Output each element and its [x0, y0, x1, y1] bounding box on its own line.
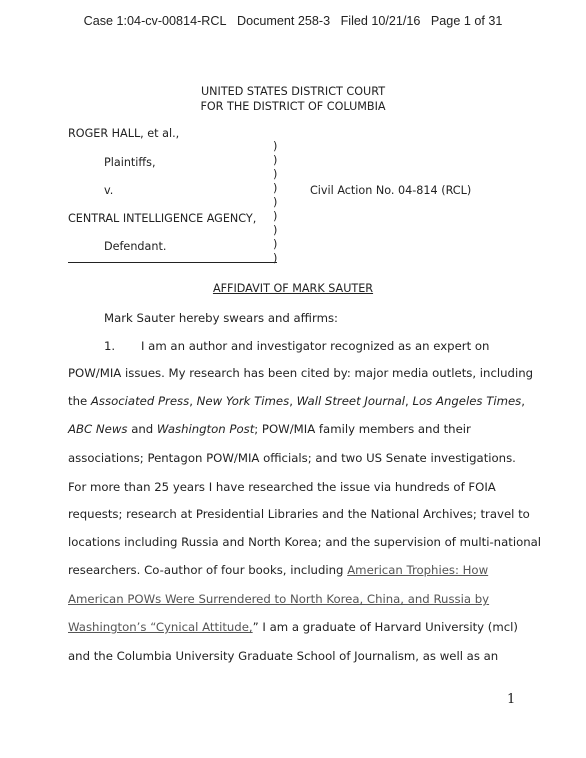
civil-action-number: Civil Action No. 04-814 (RCL) — [310, 184, 472, 197]
caption-paren: ) — [273, 238, 278, 251]
publication-name: New York Times — [196, 394, 290, 408]
court-name-line1: UNITED STATES DISTRICT COURT — [200, 85, 386, 98]
court-name-line2: FOR THE DISTRICT OF COLUMBIA — [200, 100, 386, 113]
paragraph-line — [68, 394, 525, 408]
publication-name: ABC News — [68, 422, 128, 436]
paragraph-line: I am an author and investigator recognized as an expert on — [141, 339, 490, 353]
caption-paren: ) — [273, 154, 278, 167]
publication-name: Los Angeles Times — [412, 394, 522, 408]
paragraph-number: 1. — [104, 339, 116, 353]
text-run: ; POW/MIA family members and their — [254, 422, 471, 436]
paragraph-line: For more than 25 years I have researched the issue via hundreds of FOIA — [68, 480, 496, 494]
publication-name: Wall Street Journal — [296, 394, 406, 408]
versus-label: v. — [104, 184, 114, 197]
paragraph-line: locations including Russia and North Korea; and the supervision of multi-national — [68, 535, 542, 549]
affidavit-title — [0, 282, 586, 295]
caption-rule — [68, 262, 277, 263]
book-title-link[interactable]: Washington’s “Cynical Attitude, — [68, 620, 253, 634]
caption-paren: ) — [273, 168, 278, 181]
paragraph-line — [68, 422, 471, 436]
caption-paren: ) — [273, 224, 278, 237]
filed-date: Filed 10/21/16 — [340, 14, 421, 28]
caption-paren: ) — [273, 182, 278, 195]
text-run: , — [289, 394, 297, 408]
paragraph-line: requests; research at Presidential Libraries and the National Archives; travel to — [68, 507, 530, 521]
page-number: 1 — [507, 692, 516, 707]
text-run: researchers. Co-author of four books, including — [68, 563, 348, 577]
book-title-link[interactable]: American POWs Were Surrendered to North Korea, China, and Russia by — [68, 592, 490, 606]
case-number: Case 1:04-cv-00814-RCL — [83, 14, 227, 28]
paragraph-line — [68, 563, 488, 577]
caption-paren: ) — [273, 252, 278, 265]
defendant-name: CENTRAL INTELLIGENCE AGENCY, — [68, 212, 257, 225]
paragraph-line — [68, 620, 518, 634]
paragraph-line: associations; Pentagon POW/MIA officials; and two US Senate investigations. — [68, 451, 516, 465]
publication-name: Associated Press — [90, 394, 190, 408]
ecf-header — [0, 14, 586, 28]
text-run: , — [189, 394, 197, 408]
text-run: ” I am a graduate of Harvard University (mcl) — [252, 620, 518, 634]
caption-paren: ) — [273, 196, 278, 209]
plaintiff-name: ROGER HALL, et al., — [68, 127, 180, 140]
book-title-link[interactable]: American Trophies: How — [347, 563, 489, 577]
publication-name: Washington Post — [156, 422, 255, 436]
paragraph-line — [68, 592, 489, 606]
text-run: , — [521, 394, 525, 408]
text-run: and — [127, 422, 157, 436]
affidavit-title-text: AFFIDAVIT OF MARK SAUTER — [212, 282, 374, 295]
text-run: , — [405, 394, 413, 408]
caption-paren: ) — [273, 210, 278, 223]
defendant-label: Defendant. — [104, 240, 167, 253]
paragraph-line: POW/MIA issues. My research has been cited by: major media outlets, including — [68, 366, 534, 380]
plaintiffs-label: Plaintiffs, — [104, 156, 156, 169]
intro-sentence: Mark Sauter hereby swears and affirms: — [104, 311, 338, 325]
document-number: Document 258-3 — [236, 14, 331, 28]
page-count: Page 1 of 31 — [430, 14, 503, 28]
caption-paren: ) — [273, 140, 278, 153]
text-run: the — [68, 394, 91, 408]
paragraph-line: and the Columbia University Graduate School of Journalism, as well as an — [68, 649, 499, 663]
